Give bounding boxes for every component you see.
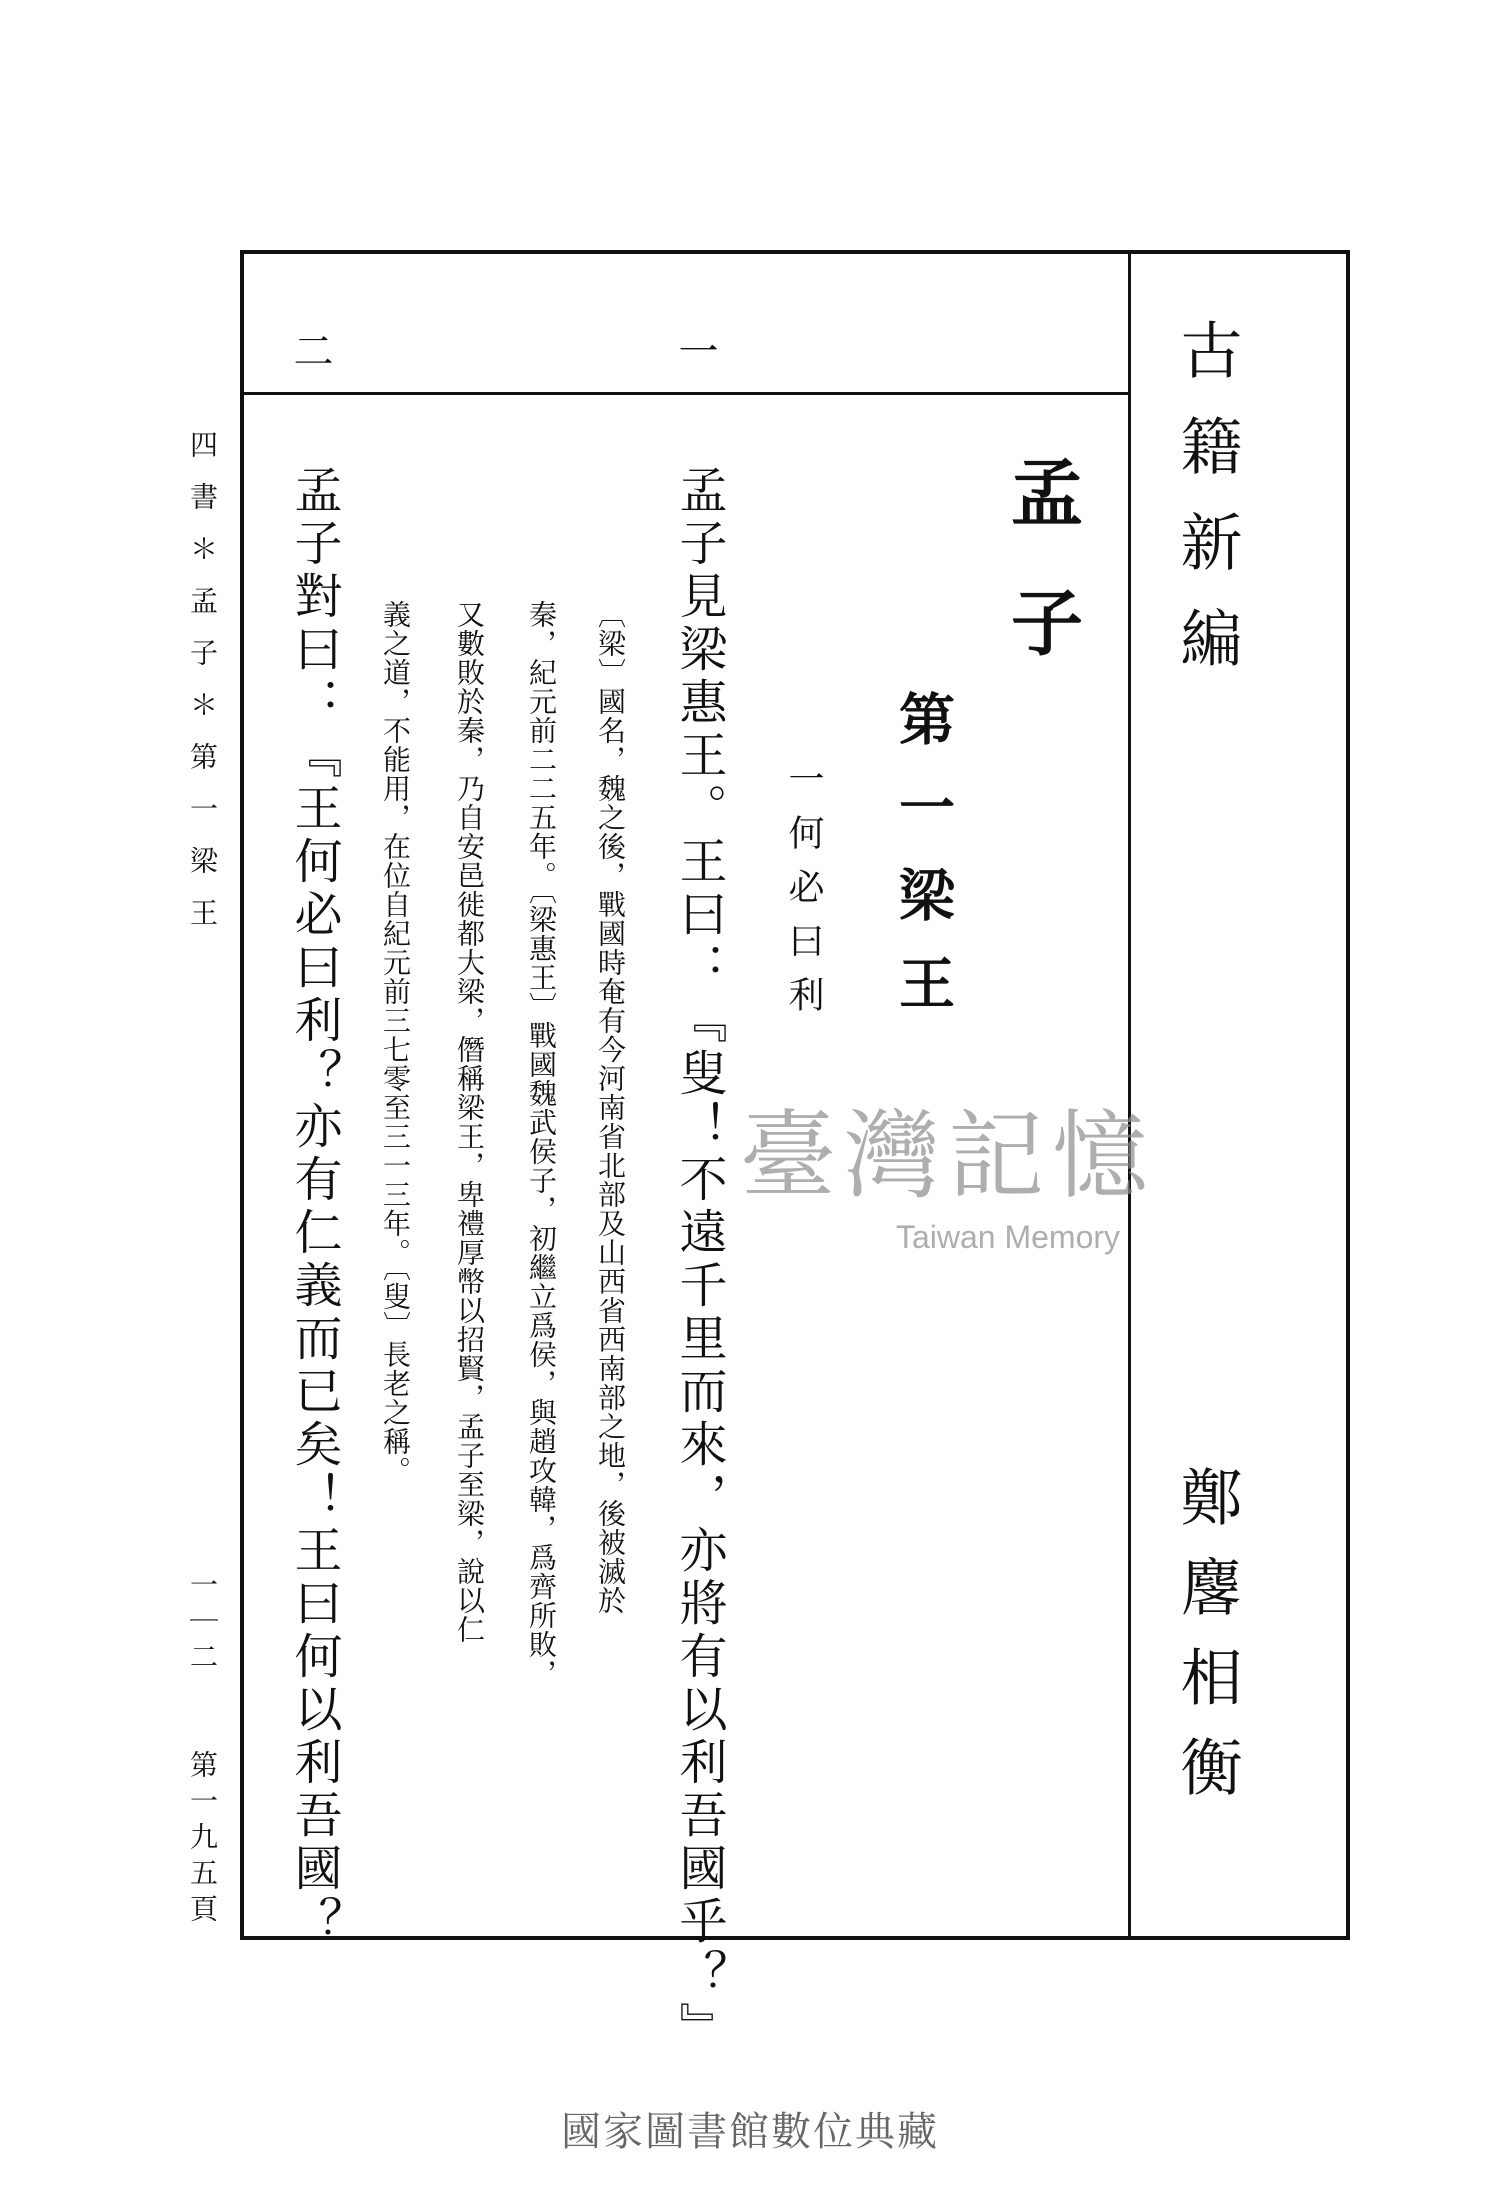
section-number-2: 二: [287, 330, 333, 370]
footer-credit: 國家圖書館數位典藏: [561, 2109, 939, 2155]
main-text-passage-1: 孟子見梁惠王。王曰：『叟！不遠千里而來，亦將有以利吾國乎？』: [671, 465, 727, 2055]
section-number-1: 一: [672, 330, 718, 370]
main-text-passage-2: 孟子對曰：『王何必曰利？亦有仁義而已矣！王曰何以利吾國？: [286, 465, 342, 1949]
chapter-title: 第一梁王: [890, 690, 956, 1042]
watermark-subtext: Taiwan Memory: [895, 1219, 1121, 1255]
watermark-text: 臺灣記憶: [740, 1100, 1156, 1212]
author-name: 鄭麐相衡: [1170, 1465, 1243, 1825]
header-band-rule: [240, 392, 1128, 395]
watermark: [740, 1080, 1156, 1256]
series-title: 古籍新編: [1170, 318, 1243, 702]
annotation-line: 〔梁〕國名，魏之後，戰國時奄有今河南省北部及山西省西南部之地，後被滅於: [594, 600, 627, 1615]
page-marker-and-number: [186, 1570, 219, 1930]
running-head: 四書＊孟子＊第一梁王: [186, 430, 219, 950]
annotation-line: 又數敗於秦，乃自安邑徙都大梁，僭稱梁王，卑禮厚幣以招賢，孟子至梁，說以仁: [453, 600, 486, 1644]
annotation-line: 秦，紀元前二二五年。〔梁惠王〕戰國魏武侯子，初繼立爲侯，與趙攻韓，爲齊所敗，: [525, 600, 558, 1688]
section-heading: 一何必曰利: [783, 760, 824, 1030]
page-number: 第一九五頁: [186, 1750, 219, 1930]
annotation-line: 義之道，不能用，在位自紀元前三七零至三一三年。〔叟〕長老之稱。: [379, 600, 412, 1485]
book-title: 孟子: [999, 455, 1084, 715]
page-marker: 一｜二: [186, 1570, 219, 1678]
